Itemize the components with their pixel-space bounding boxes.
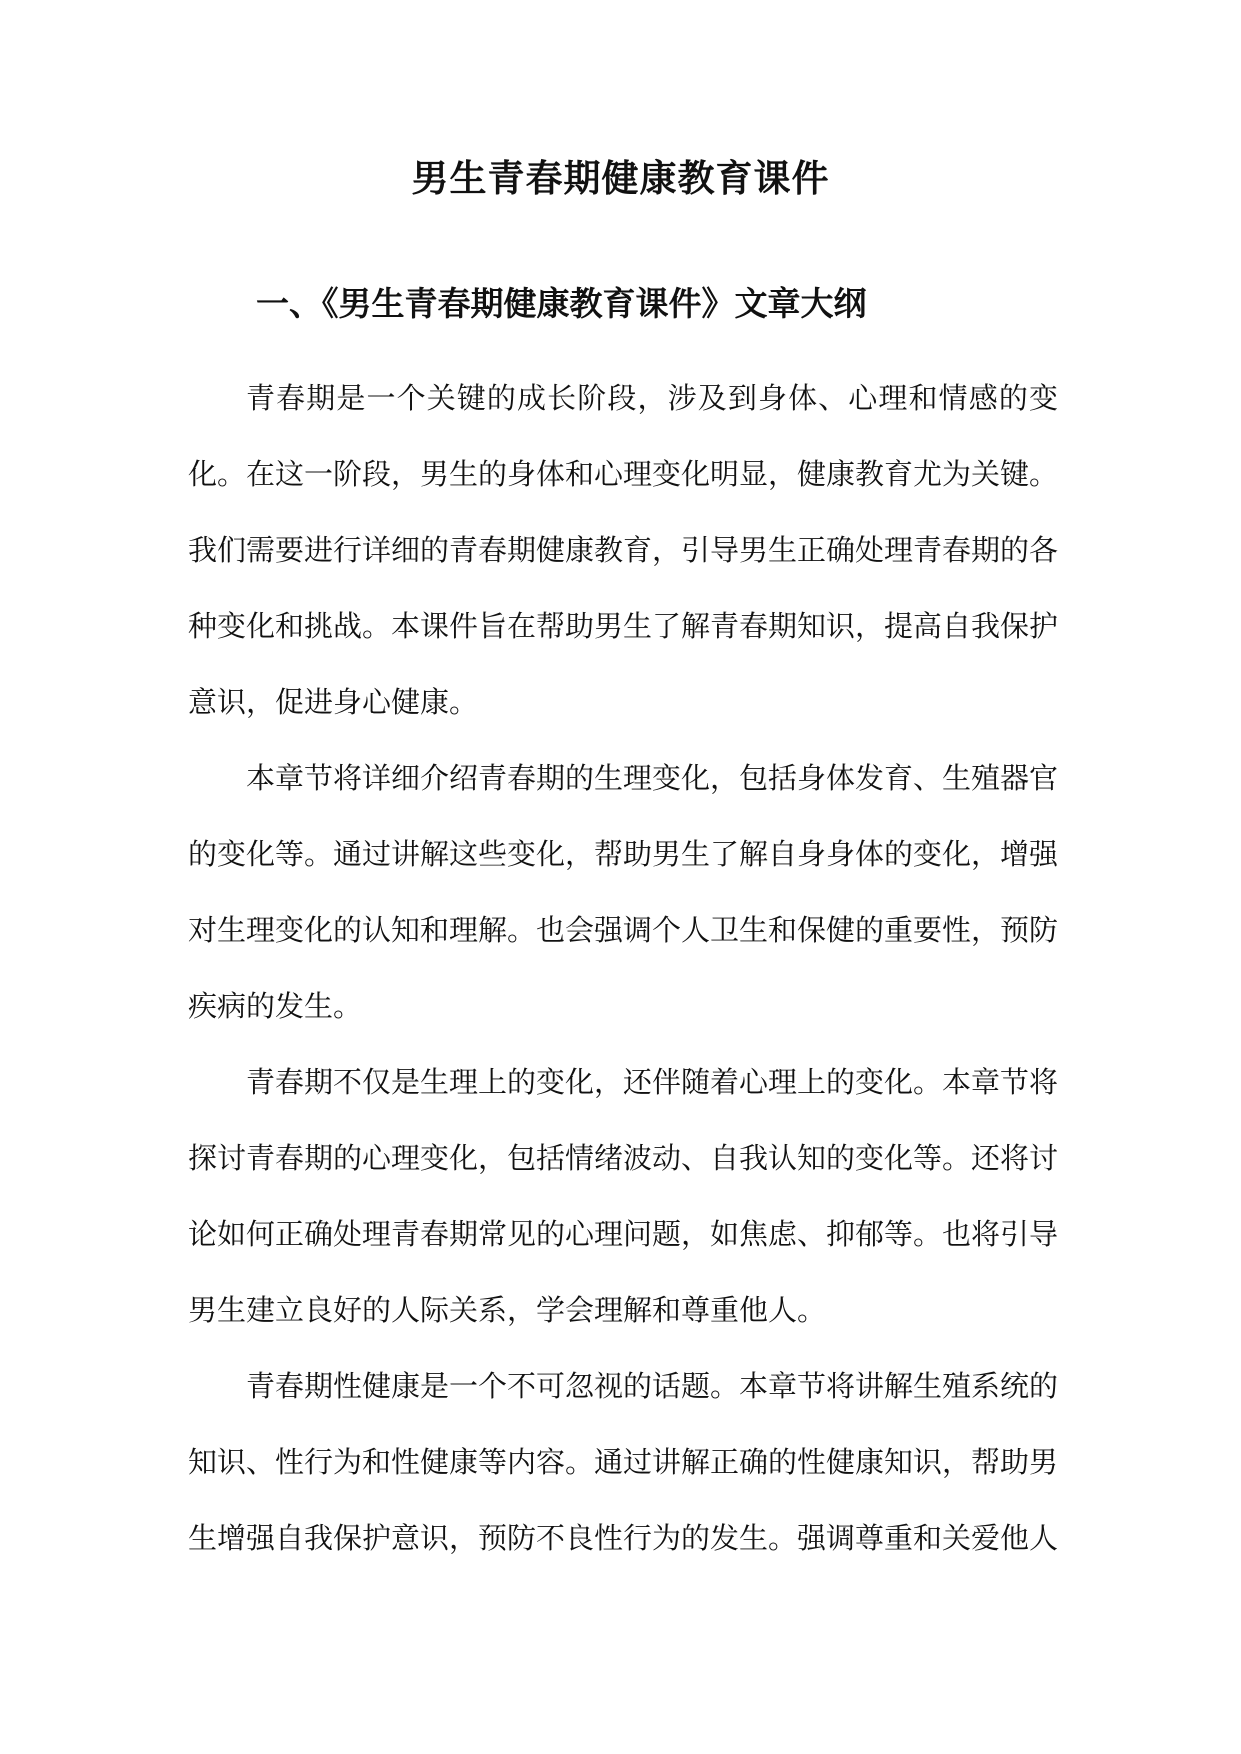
document-body	[188, 360, 1058, 1576]
document-title: 男生青春期健康教育课件	[411, 156, 830, 200]
paragraph-psychology: 青春期不仅是生理上的变化，还伴随着心理上的变化。本章节将探讨青春期的心理变化，包括情绪波动、自我认知的变化等。还将讨论如何正确处理青春期常见的心理问题，如焦虑、抑郁等。也将引导男生建立良好的人际关系，学会理解和尊重他人。	[188, 1065, 1059, 1327]
paragraph-physiology: 本章节将详细介绍青春期的生理变化，包括身体发育、生殖器官的变化等。通过讲解这些变化，帮助男生了解自身身体的变化，增强对生理变化的认知和理解。也会强调个人卫生和保健的重要性，预防疾病的发生。	[188, 761, 1059, 1023]
section-heading: 一、《男生青春期健康教育课件》文章大纲	[256, 284, 867, 323]
paragraph-sexual-health: 青春期性健康是一个不可忽视的话题。本章节将讲解生殖系统的知识、性行为和性健康等内容。通过讲解正确的性健康知识，帮助男生增强自我保护意识，预防不良性行为的发生。强调尊重和关爱他人	[188, 1369, 1059, 1555]
paragraph-intro: 青春期是一个关键的成长阶段，涉及到身体、心理和情感的变化。在这一阶段，男生的身体和心理变化明显，健康教育尤为关键。我们需要进行详细的青春期健康教育，引导男生正确处理青春期的各种变化和挑战。本课件旨在帮助男生了解青春期知识，提高自我保护意识，促进身心健康。	[188, 381, 1059, 719]
